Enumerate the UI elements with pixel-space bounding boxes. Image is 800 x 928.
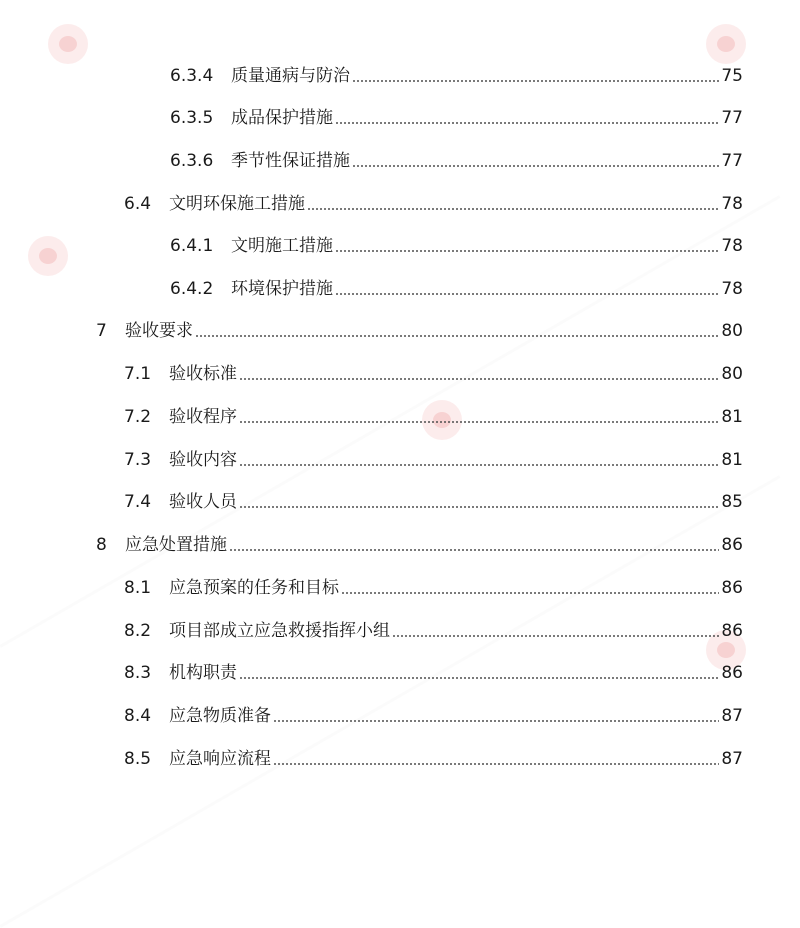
toc-entry-page: 78 [721,279,743,299]
toc-entry-page: 87 [721,749,743,769]
toc-entry-8-5[interactable] [124,745,743,773]
toc-entry-8-3[interactable] [124,659,743,687]
toc-entry-title: 应急物质准备 [169,706,271,726]
dot-leader [352,147,719,175]
toc-entry-6-4[interactable] [124,190,743,218]
toc-entry-title: 验收人员 [169,492,237,512]
toc-entry-number: 6.4 [124,194,152,214]
toc-entry-title: 文明环保施工措施 [169,194,305,214]
toc-entry-title: 机构职责 [169,663,237,683]
dot-leader [239,659,719,687]
dot-leader [273,745,719,773]
toc-entry-8-4[interactable] [124,702,743,730]
toc-entry-number: 8.4 [124,706,152,726]
dot-leader [273,702,719,730]
toc-entry-number: 8.5 [124,749,152,769]
toc-entry-title: 项目部成立应急救援指挥小组 [169,621,390,641]
toc-entry-7-1[interactable] [124,360,743,388]
toc-entry-number: 7.2 [124,407,152,427]
toc-entry-page: 81 [721,450,743,470]
toc-entry-number: 6.3.4 [170,66,214,86]
toc-entry-page: 86 [721,578,743,598]
toc-entry-page: 86 [721,621,743,641]
toc-entry-page: 80 [721,321,743,341]
dot-leader [229,531,719,559]
toc-entry-title: 验收程序 [169,407,237,427]
toc-entry-page: 78 [721,236,743,256]
dot-leader [239,488,719,516]
toc-entry-7-4[interactable] [124,488,743,516]
dot-leader [335,275,719,303]
toc-entry-page: 75 [721,66,743,86]
toc-entry-title: 验收要求 [125,321,193,341]
dot-leader [352,62,719,90]
toc-entry-title: 质量通病与防治 [231,66,350,86]
toc-entry-7-3[interactable] [124,446,743,474]
toc-entry-number: 8.2 [124,621,152,641]
toc-entry-number: 7.3 [124,450,152,470]
toc-entry-title: 验收标准 [169,364,237,384]
dot-leader [335,104,719,132]
toc-entry-title: 应急处置措施 [125,535,227,555]
toc-entry-page: 78 [721,194,743,214]
toc-entry-page: 86 [721,663,743,683]
toc-entry-8-1[interactable] [124,574,743,602]
dot-leader [307,190,719,218]
toc-entry-title: 应急预案的任务和目标 [169,578,339,598]
toc-entry-6-3-4[interactable] [170,62,743,90]
toc-entry-7[interactable] [96,317,743,345]
toc-entry-number: 6.4.2 [170,279,214,299]
toc-entry-number: 8.3 [124,663,152,683]
toc-entry-page: 80 [721,364,743,384]
toc-entry-number: 7.1 [124,364,152,384]
toc-entry-6-3-6[interactable] [170,147,743,175]
toc-entry-page: 85 [721,492,743,512]
toc-entry-number: 6.3.6 [170,151,214,171]
dot-leader [392,617,719,645]
toc-entry-6-3-5[interactable] [170,104,743,132]
toc-entry-page: 77 [721,108,743,128]
dot-leader [239,360,719,388]
dot-leader [195,317,719,345]
toc-entry-page: 77 [721,151,743,171]
toc-entry-6-4-2[interactable] [170,275,743,303]
toc-entry-8[interactable] [96,531,743,559]
toc-entry-number: 7.4 [124,492,152,512]
toc-entry-title: 文明施工措施 [231,236,333,256]
toc-entry-6-4-1[interactable] [170,232,743,260]
toc-entry-page: 81 [721,407,743,427]
dot-leader [341,574,719,602]
toc-entry-number: 6.4.1 [170,236,214,256]
toc-entry-title: 季节性保证措施 [231,151,350,171]
toc-entry-title: 环境保护措施 [231,279,333,299]
toc-entry-page: 87 [721,706,743,726]
toc-entry-title: 应急响应流程 [169,749,271,769]
toc-entry-number: 6.3.5 [170,108,214,128]
toc-entry-7-2[interactable] [124,403,743,431]
dot-leader [239,446,719,474]
toc-entry-8-2[interactable] [124,617,743,645]
dot-leader [239,403,719,431]
toc-entry-page: 86 [721,535,743,555]
toc-entry-title: 成品保护措施 [231,108,333,128]
dot-leader [335,232,719,260]
toc-entry-number: 8.1 [124,578,152,598]
toc-entry-title: 验收内容 [169,450,237,470]
toc-entry-number: 8 [96,535,107,555]
toc-entry-number: 7 [96,321,107,341]
